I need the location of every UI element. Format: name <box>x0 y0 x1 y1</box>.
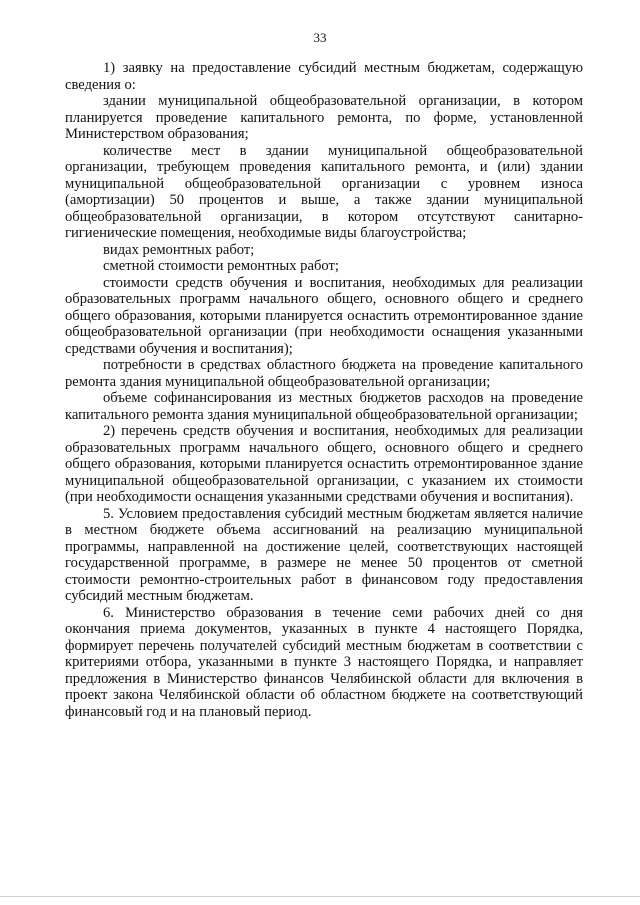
paragraph-regional-need: потребности в средствах областного бюджета на проведение капитального ремонта здания муниципальной общеобразовательной организации; <box>65 357 583 390</box>
paragraph-application: 1) заявку на предоставление субсидий местным бюджетам, содержащую сведения о: <box>65 60 583 93</box>
bottom-divider <box>0 896 640 897</box>
paragraph-places: количестве мест в здании муниципальной общеобразовательной организации, требующем проведения капитального ремонта, и (или) здании муниципальной общеобразовательной организации с уровнем износа (амортизации) 50 процентов и выше, а также здании муниципальной общеобразовательной организации, в котором отсутствуют санитарно-гигиенические помещения, необходимые виды благоустройства; <box>65 142 583 241</box>
paragraph-equipment-cost: стоимости средств обучения и воспитания, необходимых для реализации образовательных программ начального общего, основного общего и среднего общего образования, которыми планируется оснастить отремонтированное здание общеобразовательной организации (при необходимости оснащения указанными средствами обучения и воспитания); <box>65 274 583 357</box>
paragraph-equipment-list: 2) перечень средств обучения и воспитания, необходимых для реализации образовательных программ начального общего, основного общего и среднего общего образования, которыми планируется оснастить отремонтированное здание муниципальной общеобразовательной организации, с указанием их стоимости (при необходимости оснащения указанными средствами обучения и воспитания). <box>65 423 583 505</box>
paragraph-cofinancing: объеме софинансирования из местных бюджетов расходов на проведение капитального ремонта здания муниципальной общеобразовательной организации; <box>65 390 583 423</box>
paragraph-clause-6: 6. Министерство образования в течение семи рабочих дней со дня окончания приема документов, указанных в пункте 4 настоящего Порядка, формирует перечень получателей субсидий местным бюджетам в соответствии с критериями отбора, указанными в пункте 3 настоящего Порядка, и направляет предложения в Министерство финансов Челябинской области для включения в проект закона Челябинской области об областном бюджете на соответствующий финансовый год и на плановый период. <box>65 604 583 720</box>
document-body <box>65 60 583 720</box>
page-number: 33 <box>313 30 327 45</box>
paragraph-clause-5: 5. Условием предоставления субсидий местным бюджетам является наличие в местном бюджете объема ассигнований на реализацию муниципальной программы, направленной на достижение целей, соответствующих настоящей государственной программе, в размере не менее 50 процентов от сметной стоимости ремонтно-строительных работ в финансовом году предоставления субсидий местным бюджетам. <box>65 505 583 604</box>
paragraph-estimate: сметной стоимости ремонтных работ; <box>103 258 339 274</box>
paragraph-work-types: видах ремонтных работ; <box>103 241 255 258</box>
paragraph-building: здании муниципальной общеобразовательной организации, в котором планируется проведение капитального ремонта, по форме, установленной Министерством образования; <box>65 93 583 142</box>
